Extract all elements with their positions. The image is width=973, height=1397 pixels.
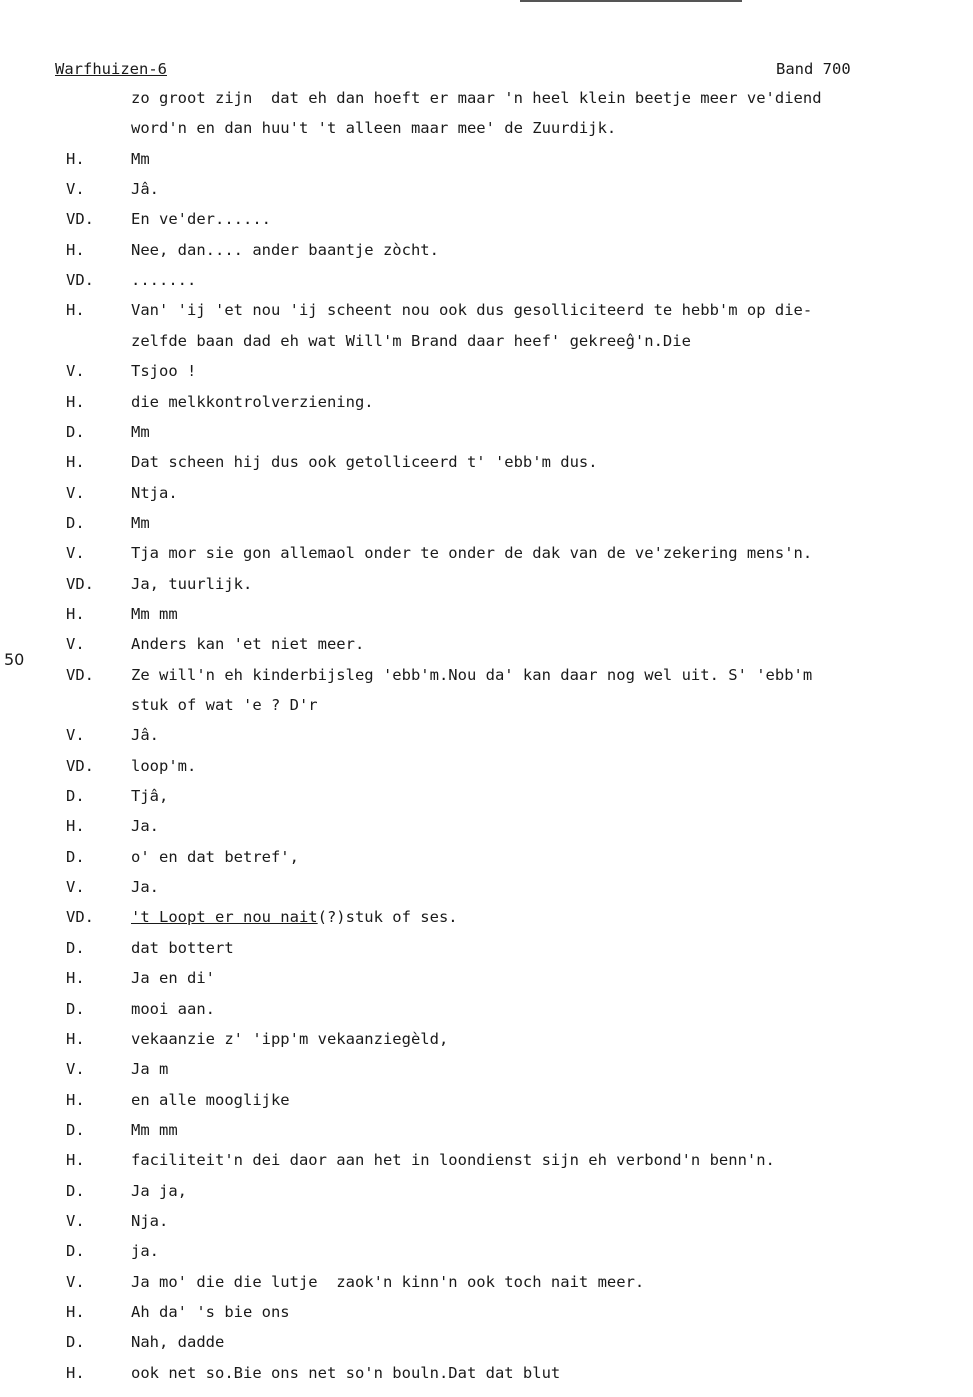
utterance-text: Jâ.	[131, 180, 159, 199]
utterance-text: Ja, tuurlijk.	[131, 574, 253, 593]
utterance-text: Jâ.	[131, 726, 159, 745]
utterance-text: Tsjoo !	[131, 362, 197, 381]
utterance-text: ja.	[131, 1242, 159, 1261]
utterance-text: 't Loopt er nou nait(?)stuk of ses.	[131, 908, 458, 927]
speaker-label: H.	[66, 453, 85, 472]
utterance-text: Nja.	[131, 1211, 169, 1230]
speaker-label: H.	[66, 149, 85, 168]
utterance-text: Ja.	[131, 878, 159, 897]
speaker-label: VD.	[66, 756, 94, 775]
speaker-label: VD.	[66, 210, 94, 229]
speaker-label: VD.	[66, 665, 94, 684]
speaker-label: H.	[66, 817, 85, 836]
speaker-label: H.	[66, 969, 85, 988]
utterance-text: Ja ja,	[131, 1181, 187, 1200]
utterance-text: Anders kan 'et niet meer.	[131, 635, 365, 654]
speaker-label: D.	[66, 1120, 85, 1139]
utterance-text: Mm	[131, 513, 150, 532]
utterance-text: Mm mm	[131, 1120, 178, 1139]
utterance-text: Tja mor sie gon allemaol onder te onder de dak van de ve'zekering mens'n.	[131, 544, 813, 563]
utterance-text: Ja mo' die die lutje zaok'n kinn'n ook toch nait meer.	[131, 1272, 645, 1291]
utterance-text: zo groot zijn dat eh dan hoeft er maar 'n heel klein beetje meer ve'diend	[131, 89, 822, 107]
band-number: Band 700	[776, 60, 851, 78]
utterance-text: Mm	[131, 422, 150, 441]
speaker-label: D.	[66, 1181, 85, 1200]
utterance-text: Nah, dadde	[131, 1333, 225, 1352]
speaker-label: D.	[66, 513, 85, 532]
utterance-text: die melkkontrolverziening.	[131, 392, 374, 411]
utterance-text: vekaanzie z' 'ipp'm vekaanziegèld,	[131, 1029, 449, 1048]
utterance-text: .......	[131, 271, 197, 290]
speaker-label: V.	[66, 362, 85, 381]
utterance-text: Van' 'ij 'et nou 'ij scheent nou ook dus gesolliciteerd te hebb'm op die-	[131, 301, 813, 320]
utterance-text: Ntja.	[131, 483, 178, 502]
utterance-text: Tjâ,	[131, 787, 169, 806]
utterance-text: faciliteit'n dei daor aan het in loondienst sijn eh verbond'n benn'n.	[131, 1151, 775, 1170]
speaker-label: VD.	[66, 271, 94, 290]
speaker-label: H.	[66, 1303, 85, 1321]
speaker-label: V.	[66, 483, 85, 502]
speaker-label: D.	[66, 1333, 85, 1352]
document-title: Warfhuizen-6	[55, 60, 167, 78]
utterance-text: Ja en di'	[131, 969, 215, 988]
speaker-label: D.	[66, 847, 85, 866]
speaker-label: D.	[66, 999, 85, 1018]
utterance-text: dat bottert	[131, 938, 234, 957]
utterance-text: o' en dat betref',	[131, 847, 299, 866]
utterance-text: En ve'der......	[131, 210, 271, 229]
speaker-label: H.	[66, 1151, 85, 1170]
utterance-text: zelfde baan dad eh wat Will'm Brand daar heef' gekreeĝ'n.Die	[131, 331, 691, 350]
utterance-text: Mm mm	[131, 604, 178, 623]
speaker-label: VD.	[66, 574, 94, 593]
speaker-label: V.	[66, 1211, 85, 1230]
speaker-label: V.	[66, 1272, 85, 1291]
utterance-text: Ja m	[131, 1060, 169, 1079]
utterance-text: mooi aan.	[131, 999, 215, 1018]
speaker-label: VD.	[66, 908, 94, 927]
speaker-label: D.	[66, 938, 85, 957]
speaker-label: V.	[66, 878, 85, 897]
speaker-label: D.	[66, 422, 85, 441]
utterance-text: stuk of wat 'e ? D'r	[131, 696, 318, 714]
utterance-text: Mm	[131, 149, 150, 168]
speaker-label: D.	[66, 787, 85, 806]
speaker-label: H.	[66, 604, 85, 623]
speaker-label: V.	[66, 726, 85, 745]
utterance-text: Ah da' 's bie ons	[131, 1303, 290, 1321]
utterance-text: Ja.	[131, 817, 159, 836]
speaker-label: H.	[66, 1090, 85, 1109]
speaker-label: H.	[66, 240, 85, 259]
speaker-label: V.	[66, 635, 85, 654]
speaker-label: H.	[66, 392, 85, 411]
utterance-text: Nee, dan.... ander baantje zòcht.	[131, 240, 439, 259]
margin-line-number: 50	[4, 650, 25, 669]
speaker-label: H.	[66, 301, 85, 320]
speaker-label: V.	[66, 544, 85, 563]
utterance-text: Dat scheen hij dus ook getolliceerd t' 'ebb'm dus.	[131, 453, 598, 472]
speaker-label: V.	[66, 180, 85, 199]
utterance-text: Ze will'n eh kinderbijsleg 'ebb'm.Nou da' kan daar nog wel uit. S' 'ebb'm	[131, 665, 813, 684]
speaker-label: H.	[66, 1029, 85, 1048]
page-top-rule	[520, 0, 742, 2]
utterance-text: en alle mooglijke	[131, 1090, 290, 1109]
utterance-text: loop'm.	[131, 756, 197, 775]
utterance-text: word'n en dan huu't 't alleen maar mee' de Zuurdijk.	[131, 119, 617, 138]
utterance-text: ook net so.Bie ons net so'n bouln.Dat dat blut	[131, 1363, 561, 1382]
speaker-label: D.	[66, 1242, 85, 1261]
speaker-label: H.	[66, 1363, 85, 1382]
speaker-label: V.	[66, 1060, 85, 1079]
